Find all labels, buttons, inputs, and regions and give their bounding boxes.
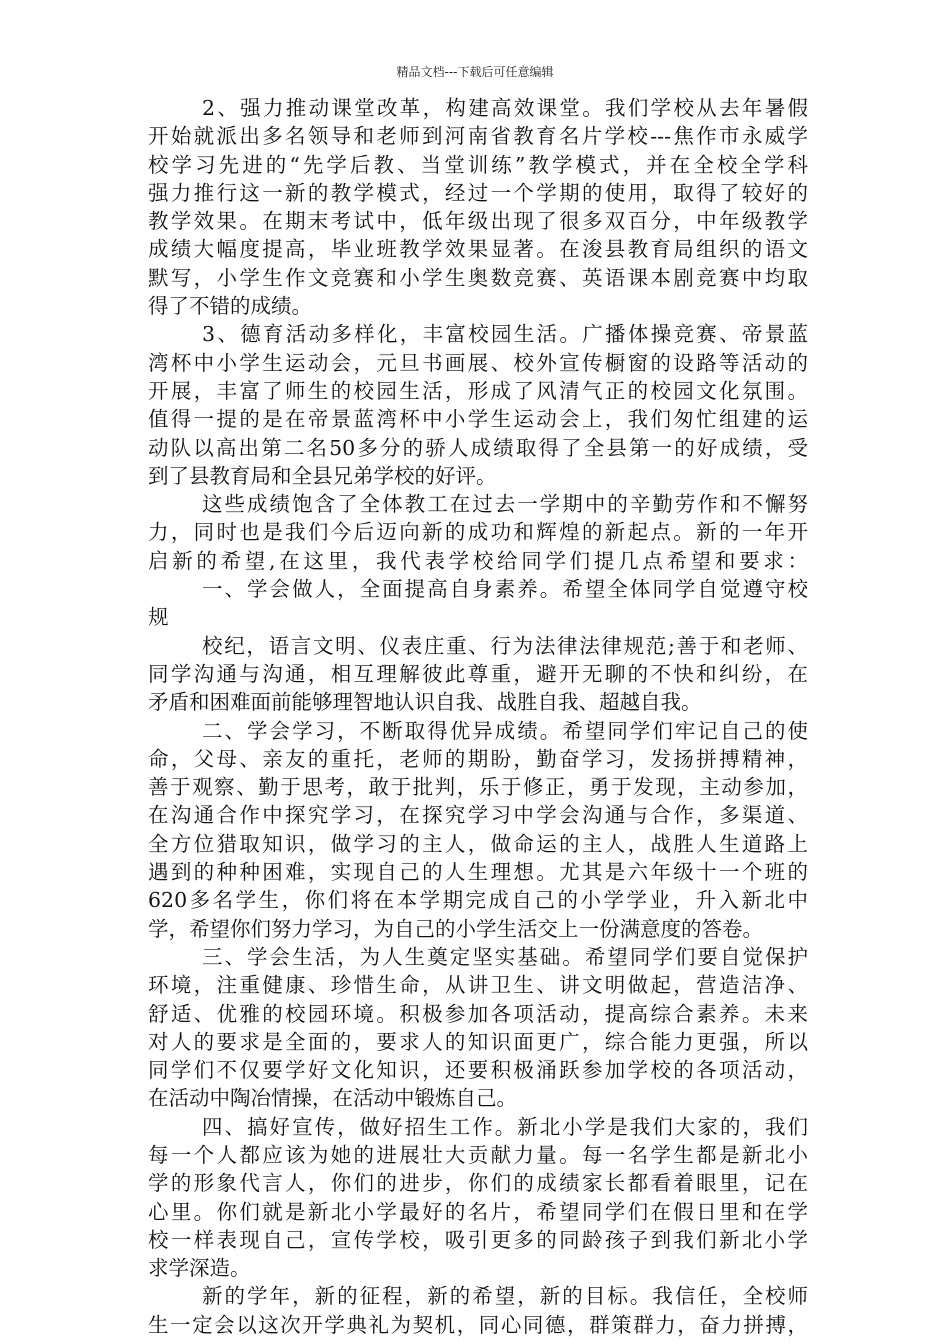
text-line: 开展，丰富了师生的校园生活，形成了风清气正的校园文化氛围。: [148, 378, 808, 403]
text-line: 规: [148, 605, 169, 630]
text-line: 对人的要求是全面的，要求人的知识面更广，综合能力更强，所以: [148, 1029, 808, 1054]
text-line: 心里。你们就是新北小学最好的名片，希望同学们在假日里和在学: [148, 1199, 808, 1224]
text-line: 在沟通合作中探究学习，在探究学习中学会沟通与合作，多渠道、: [148, 803, 808, 828]
document-body: [148, 94, 808, 1339]
text-line: 得了不错的成绩。: [148, 294, 312, 319]
text-line: 在活动中陶冶情操，在活动中锻炼自己。: [148, 1086, 517, 1111]
text-line: 3、德育活动多样化，丰富校园生活。广播体操竞赛、帝景蓝: [202, 322, 808, 347]
text-line: 舒适、优雅的校园环境。积极参加各项活动，提高综合素养。未来: [148, 1001, 808, 1026]
page-header: 精品文档---下载后可任意编辑: [396, 65, 554, 79]
text-line: 值得一提的是在帝景蓝湾杯中小学生运动会上，我们匆忙组建的运: [148, 407, 808, 432]
text-line: 新的学年，新的征程，新的希望，新的目标。我信任，全校师: [202, 1284, 808, 1309]
text-line: 全方位猎取知识，做学习的主人，做命运的主人，战胜人生道路上: [148, 831, 808, 856]
text-line: 教学效果。在期末考试中，低年级出现了很多双百分，中年级教学: [148, 209, 808, 234]
text-line: 学的形象代言人，你们的进步，你们的成绩家长都看着眼里，记在: [148, 1171, 808, 1196]
text-line: 2、强力推动课堂改革，构建高效课堂。我们学校从去年暑假: [202, 96, 808, 120]
text-line: 一、学会做人，全面提高自身素养。希望全体同学自觉遵守校: [202, 577, 808, 602]
text-line: 求学深造。: [148, 1256, 251, 1281]
text-line: 校学习先进的“先学后教、当堂训练”教学模式，并在全校全学科: [148, 152, 808, 177]
text-line: 成绩大幅度提高，毕业班教学效果显著。在浚县教育局组织的语文: [148, 237, 808, 262]
text-line: 学，希望你们努力学习，为自己的小学生活交上一份满意度的答卷。: [148, 916, 763, 941]
text-line: 同学们不仅要学好文化知识，还要积极涌跃参加学校的各项活动，: [148, 1058, 808, 1083]
text-line: 生一定会以这次开学典礼为契机，同心同德，群策群力，奋力拼搏，: [148, 1312, 808, 1337]
text-line: 善于观察、勤于思考，敢于批判，乐于修正，勇于发现，主动参加，: [148, 775, 808, 800]
text-line: 620多名学生，你们将在本学期完成自己的小学学业，升入新北中: [148, 888, 808, 913]
text-line: 强力推行这一新的教学模式，经过一个学期的使用，取得了较好的: [148, 180, 808, 205]
text-line: 开始就派出多名领导和老师到河南省教育名片学校---焦作市永威学: [148, 124, 808, 149]
text-line: 环境，注重健康、珍惜生命，从讲卫生、讲文明做起，营造洁净、: [148, 973, 808, 998]
text-line: 每一个人都应该为她的进展壮大贡献力量。每一名学生都是新北小: [148, 1142, 808, 1167]
text-line: 默写，小学生作文竞赛和小学生奥数竞赛、英语课本剧竞赛中均取: [148, 265, 808, 290]
text-line: 力，同时也是我们今后迈向新的成功和辉煌的新起点。新的一年开: [148, 520, 808, 545]
text-line: 二、学会学习，不断取得优异成绩。希望同学们牢记自己的使: [202, 718, 808, 743]
text-line: 到了县教育局和全县兄弟学校的好评。: [148, 463, 497, 488]
text-line: 矛盾和困难面前能够理智地认识自我、战胜自我、超越自我。: [148, 690, 702, 715]
text-line: 同学沟通与沟通，相互理解彼此尊重，避开无聊的不快和纠纷，在: [148, 661, 808, 686]
text-line: 遇到的种种困难，实现自己的人生理想。尤其是六年级十一个班的: [148, 860, 808, 885]
text-line: 湾杯中小学生运动会，元旦书画展、校外宣传橱窗的设路等活动的: [148, 350, 808, 375]
text-line: 这些成绩饱含了全体教工在过去一学期中的辛勤劳作和不懈努: [202, 492, 808, 517]
text-line: 四、搞好宣传，做好招生工作。新北小学是我们大家的，我们: [202, 1114, 808, 1139]
text-line: 校一样表现自己，宣传学校，吸引更多的同龄孩子到我们新北小学: [148, 1227, 808, 1252]
text-line: 命，父母、亲友的重托，老师的期盼，勤奋学习，发扬拼搏精神，: [148, 746, 808, 771]
text-line: 启新的希望,在这里，我代表学校给同学们提几点希望和要求：: [148, 548, 808, 573]
text-line: 三、学会生活，为人生奠定坚实基础。希望同学们要自觉保护: [202, 944, 808, 969]
text-line: 动队以高出第二名50多分的骄人成绩取得了全县第一的好成绩，受: [148, 435, 808, 460]
text-line: 校纪，语言文明、仪表庄重、行为法律法律规范;善于和老师、: [202, 633, 808, 658]
